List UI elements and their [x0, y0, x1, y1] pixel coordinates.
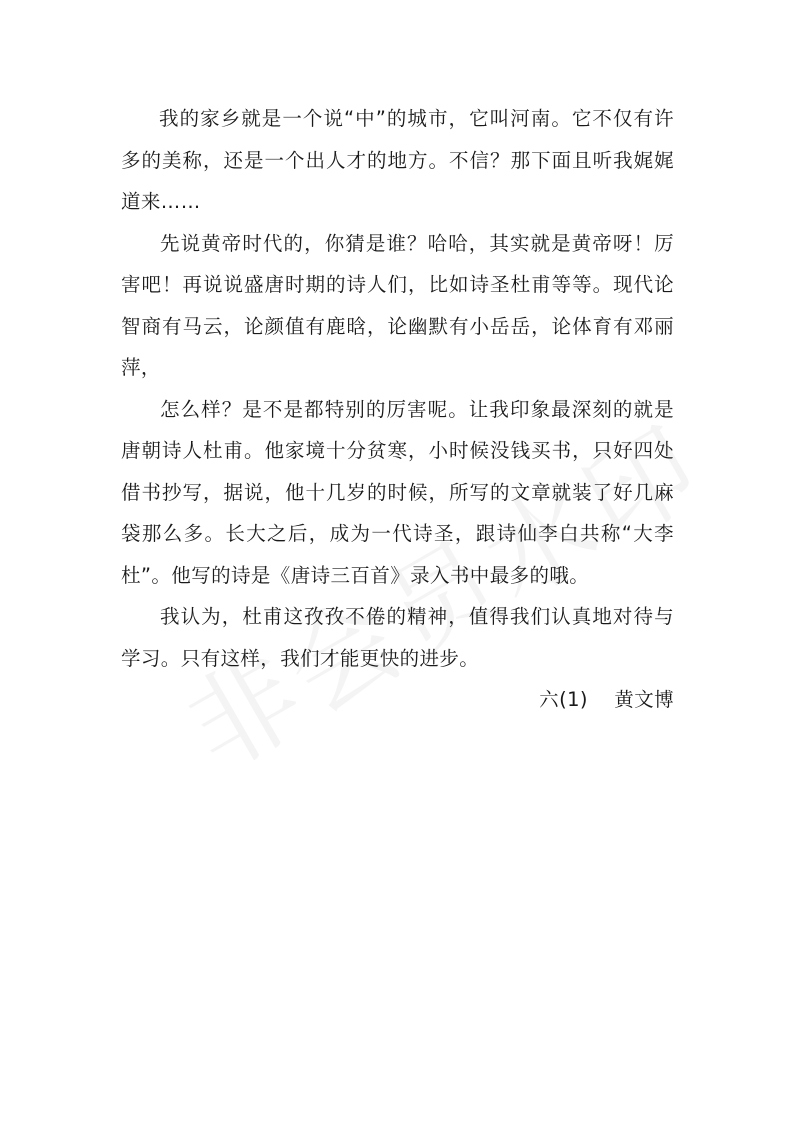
essay-body [121, 98, 674, 721]
paragraph-4: 我认为，杜甫这孜孜不倦的精神，值得我们认真地对待与学习。只有这样，我们才能更快的进步。 [121, 605, 674, 670]
paragraph-3: 怎么样？是不是都特别的厉害呢。让我印象最深刻的就是唐朝诗人杜甫。他家境十分贫寒，小时候没钱买书，只好四处借书抄写，据说，他十几岁的时候，所写的文章就装了好几麻袋那么多。长大之后，成为一代诗圣，跟诗仙李白共称“大李杜”。他写的诗是《唐诗三百首》录入书中最多的哦。 [121, 397, 674, 587]
author-signature: 六(1) 黄文博 [539, 688, 674, 711]
paragraph-1: 我的家乡就是一个说“中”的城市，它叫河南。它不仅有许多的美称，还是一个出人才的地方。不信？那下面且听我娓娓道来…… [121, 107, 674, 213]
paragraph-2: 先说黄帝时代的，你猜是谁？哈哈，其实就是黄帝呀！厉害吧！再说说盛唐时期的诗人们，比如诗圣杜甫等等。现代论智商有马云，论颜值有鹿晗，论幽默有小岳岳，论体育有邓丽萍， [121, 231, 674, 379]
